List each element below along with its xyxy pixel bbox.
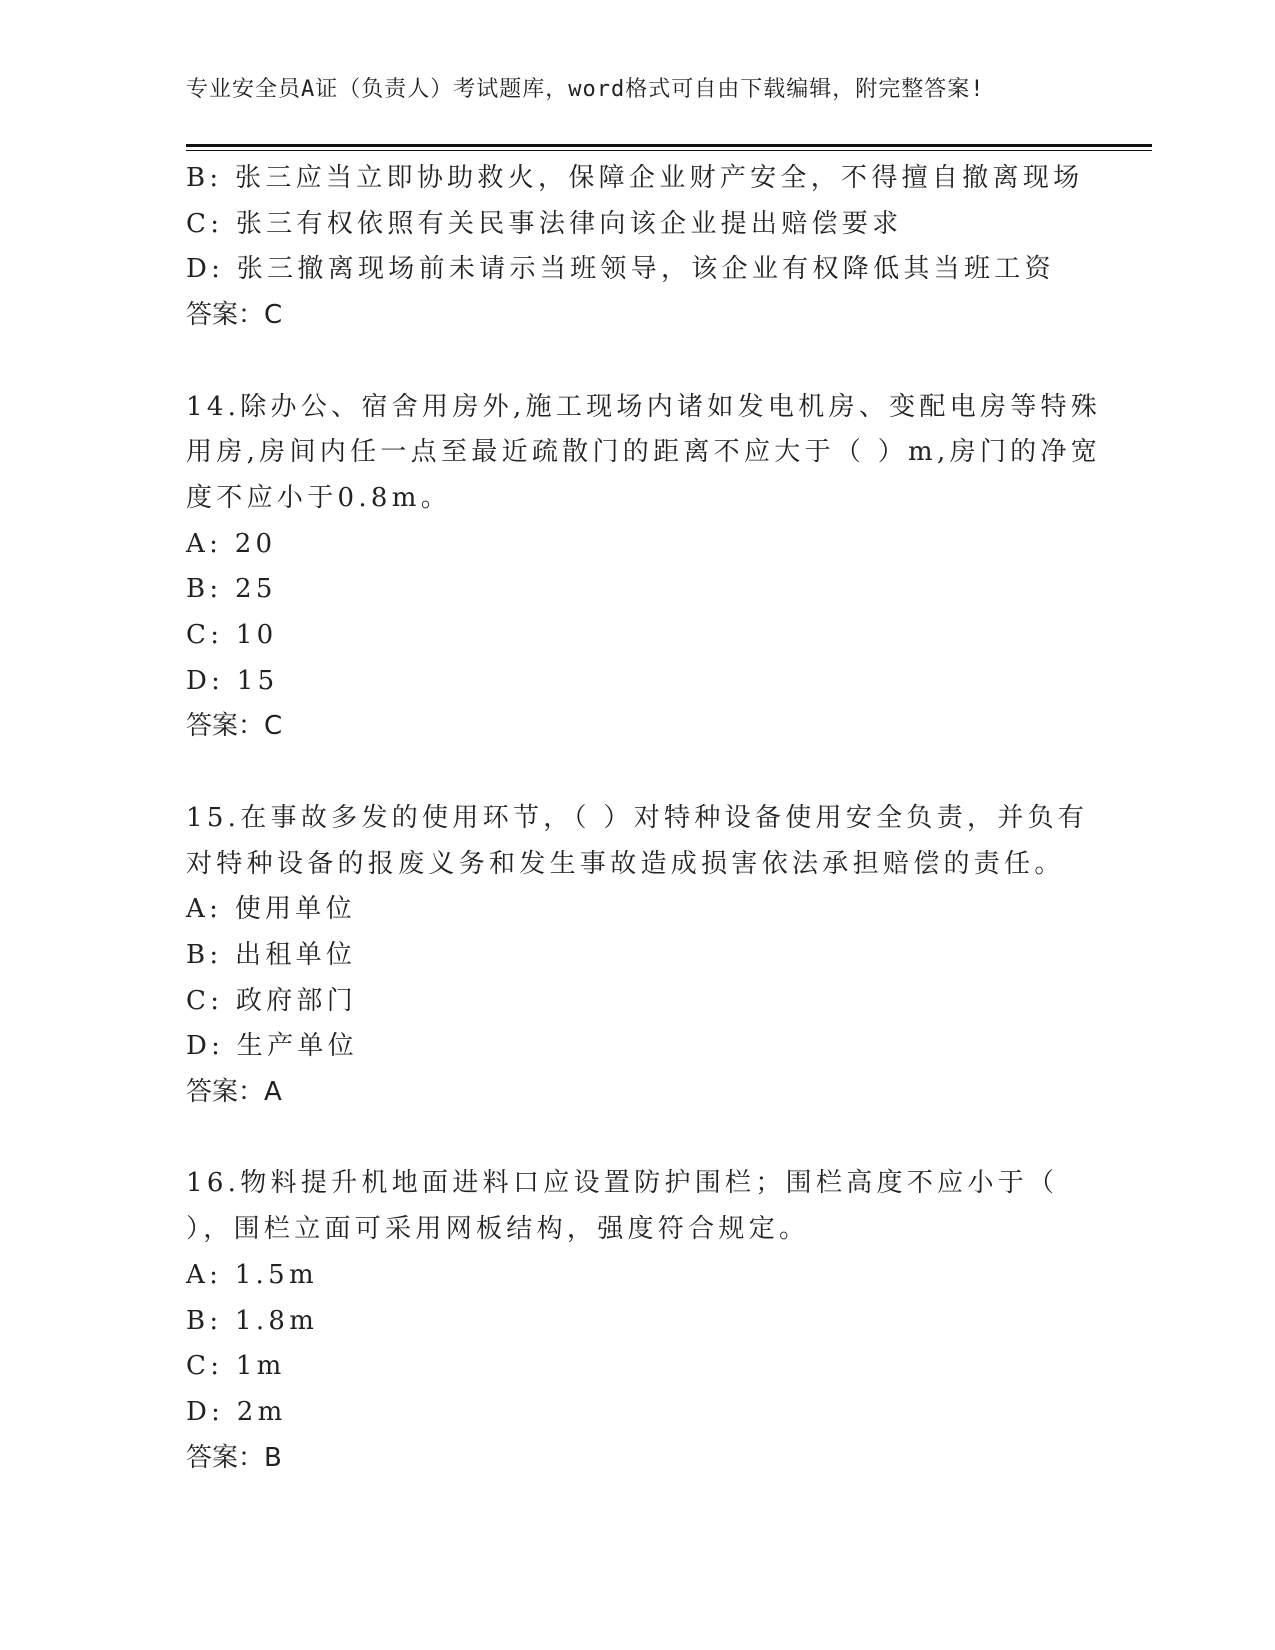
question-line: A: 使用单位 xyxy=(186,894,356,925)
question-line: B: 张三应当立即协助救火，保障企业财产安全，不得擅自撤离现场 xyxy=(186,163,1084,193)
question-line: ），围栏立面可采用网板结构，强度符合规定。 xyxy=(186,1214,810,1245)
question-line: A: 20 xyxy=(186,528,277,559)
answer-line: 答案：C xyxy=(186,711,283,742)
paragraph-gap xyxy=(186,750,1086,796)
question-line: 度不应小于0.8m。 xyxy=(186,482,452,513)
question-line: D: 15 xyxy=(186,665,279,696)
paragraph-gap xyxy=(186,339,1086,385)
question-line: C: 1m xyxy=(186,1351,286,1382)
header-rule-thick xyxy=(186,144,1152,147)
question-line: C: 政府部门 xyxy=(186,985,358,1016)
question-line: B: 出租单位 xyxy=(186,939,357,970)
page-header: 专业安全员A证（负责人）考试题库，word格式可自由下载编辑，附完整答案! xyxy=(186,77,985,102)
paragraph-gap xyxy=(186,1116,1086,1162)
question-line: D: 张三撤离现场前未请示当班领导，该企业有权降低其当班工资 xyxy=(186,254,1055,285)
answer-line: 答案：B xyxy=(186,1442,282,1473)
question-line: B: 1.8m xyxy=(186,1305,319,1336)
question-line: 用房,房间内任一点至最近疏散门的距离不应大于（ ）m,房门的净宽 xyxy=(186,437,1102,468)
question-body xyxy=(186,156,1102,1481)
question-line: 14.除办公、宿舍用房外,施工现场内诸如发电机房、变配电房等特殊 xyxy=(186,391,1102,422)
question-line: D: 2m xyxy=(186,1396,287,1427)
answer-line: 答案：C xyxy=(186,300,283,331)
question-line: 对特种设备的报废义务和发生事故造成损害依法承担赔偿的责任。 xyxy=(186,848,1065,879)
question-line: C: 张三有权依照有关民事法律向该企业提出赔偿要求 xyxy=(186,208,903,239)
question-line: B: 25 xyxy=(186,574,277,605)
question-line: 15.在事故多发的使用环节，（ ）对特种设备使用安全负责，并负有 xyxy=(186,802,1089,833)
question-line: D: 生产单位 xyxy=(186,1031,358,1062)
question-line: A: 1.5m xyxy=(186,1259,318,1290)
question-line: 16.物料提升机地面进料口应设置防护围栏；围栏高度不应小于（ xyxy=(186,1168,1059,1199)
answer-line: 答案：A xyxy=(186,1077,282,1108)
question-line: C: 10 xyxy=(186,620,278,651)
header-rule-thin xyxy=(186,150,1152,151)
